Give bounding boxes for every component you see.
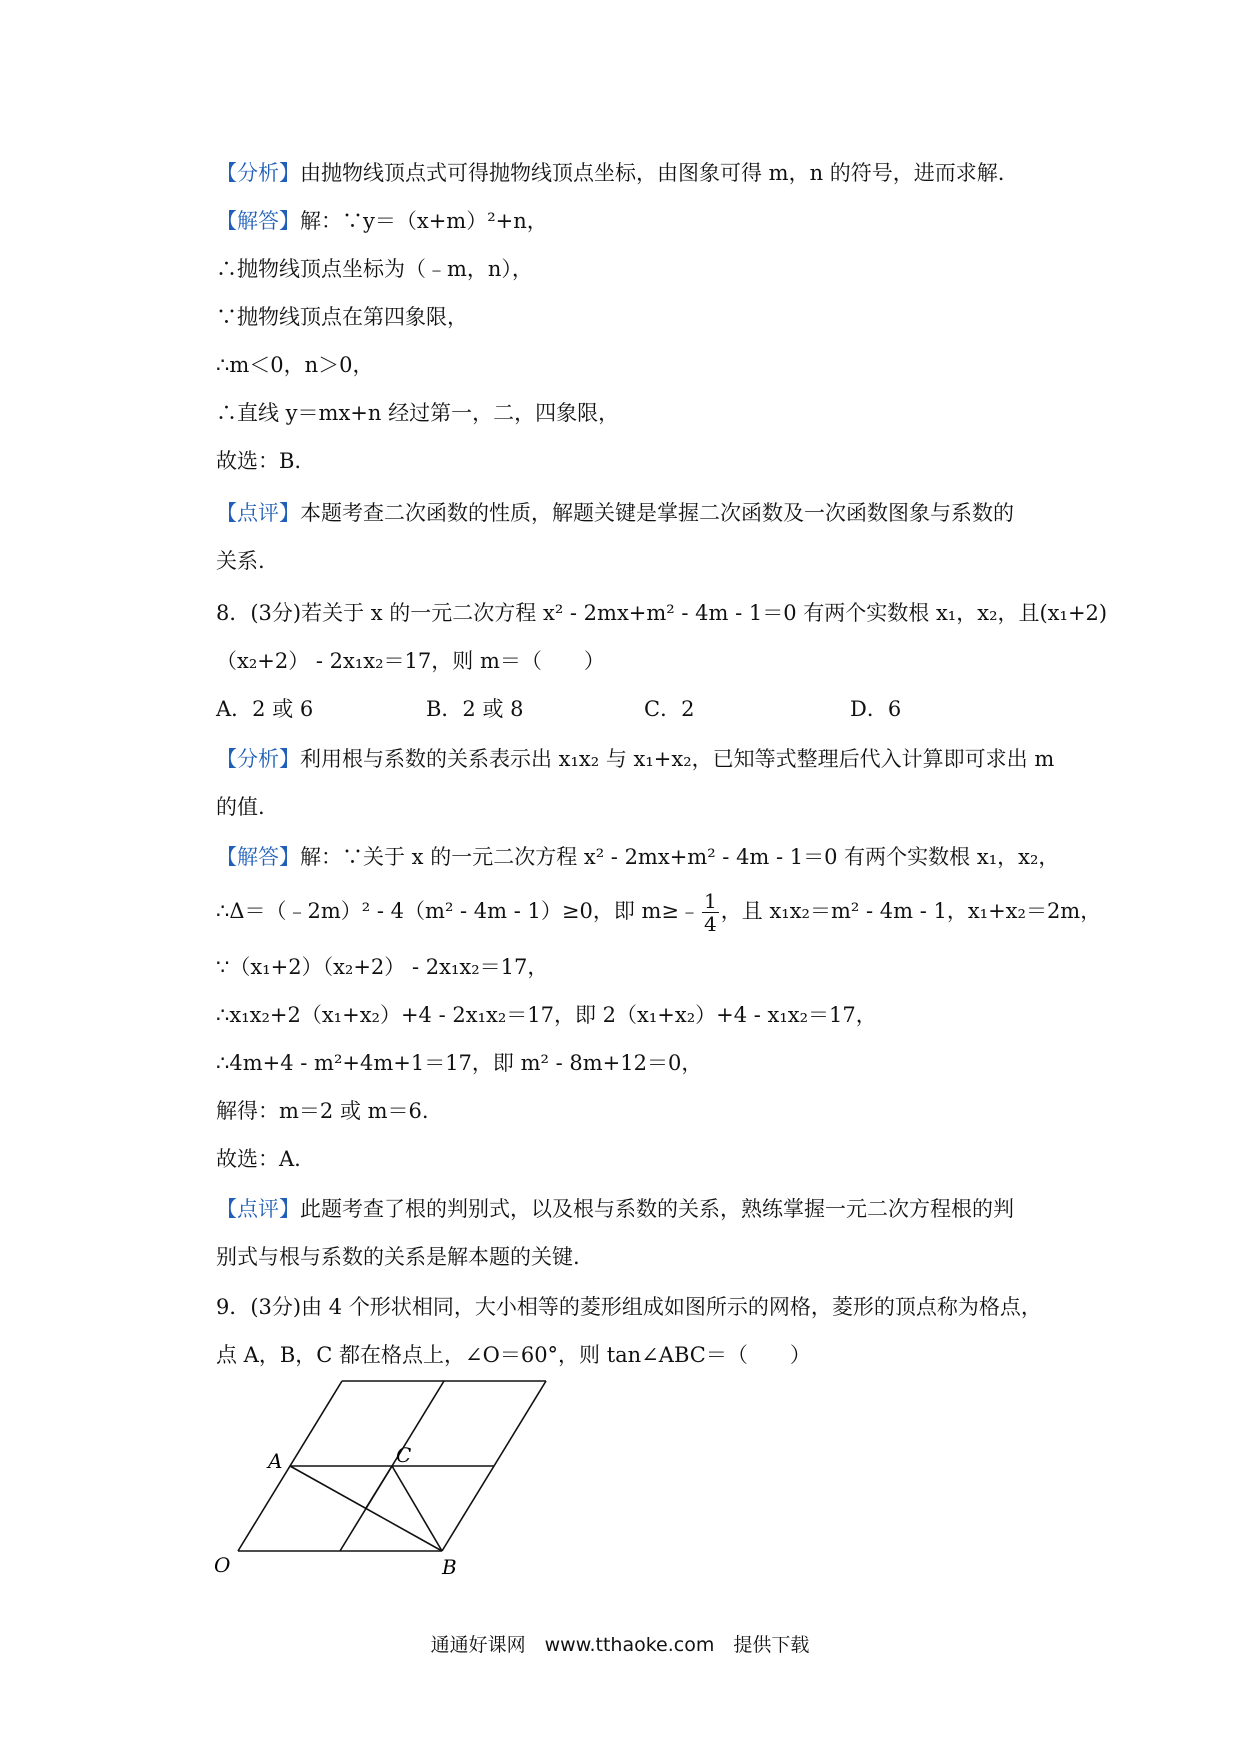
q8-solution-step-1: 解：∵关于 x 的一元二次方程 x² - 2mx+m² - 4m - 1＝0 有两个实数根 x₁，x₂， bbox=[300, 845, 1060, 869]
q8-step-2-post: ，且 x₁x₂＝m² - 4m - 1，x₁+x₂＝2m， bbox=[720, 899, 1102, 923]
label-o: O bbox=[214, 1553, 231, 1577]
q7-solution-step-6: 故选：B. bbox=[216, 449, 302, 473]
solution-tag: 【解答】 bbox=[216, 209, 300, 233]
q7-comment-line bbox=[216, 498, 1014, 528]
q7-analysis-text: 由抛物线顶点式可得抛物线顶点坐标，由图象可得 m，n 的符号，进而求解. bbox=[300, 161, 1005, 185]
q8-comment-text-2: 别式与根与系数的关系是解本题的关键. bbox=[216, 1245, 580, 1269]
q7-solution-step-4: ∴m＜0，n＞0， bbox=[216, 353, 374, 377]
fraction-numerator: 1 bbox=[704, 889, 717, 913]
rhombus-grid-figure bbox=[210, 1380, 560, 1580]
q7-solution-step-2: ∴抛物线顶点坐标为（﹣m，n）， bbox=[216, 257, 533, 281]
fraction-one-quarter bbox=[702, 890, 719, 935]
q8-comment-text-1: 此题考查了根的判别式，以及根与系数的关系，熟练掌握一元二次方程根的判 bbox=[300, 1197, 1014, 1221]
q8-comment-line bbox=[216, 1194, 1014, 1224]
q8-solution-step-2 bbox=[216, 890, 1101, 935]
q8-solution-step-5: ∴4m+4 - m²+4m+1＝17，即 m² - 8m+12＝0， bbox=[216, 1051, 703, 1075]
q8-stem-2: （x₂+2） - 2x₁x₂＝17，则 m＝（ ） bbox=[216, 649, 605, 673]
segment-ab bbox=[290, 1466, 442, 1551]
q8-solution-step-3: ∵（x₁+2）（x₂+2） - 2x₁x₂＝17， bbox=[216, 955, 549, 979]
q8-stem-1: 8．(3分)若关于 x 的一元二次方程 x² - 2mx+m² - 4m - 1＝0 有两个实数根 x₁，x₂，且(x₁+2) bbox=[216, 601, 1108, 625]
q8-solution-line bbox=[216, 842, 1059, 872]
q7-solution-line bbox=[216, 206, 548, 236]
q8-solution-step-4: ∴x₁x₂+2（x₁+x₂）+4 - 2x₁x₂＝17，即 2（x₁+x₂）+4 - x₁x₂＝17， bbox=[216, 1003, 877, 1027]
q7-solution-step-5: ∴直线 y＝mx+n 经过第一，二，四象限， bbox=[216, 401, 620, 425]
analysis-tag: 【分析】 bbox=[216, 161, 300, 185]
fraction-denominator: 4 bbox=[704, 912, 717, 936]
q9-stem-2: 点 A，B，C 都在格点上，∠O＝60°，则 tan∠ABC＝（ ） bbox=[216, 1343, 811, 1367]
q8-step-2-pre: ∴Δ＝（﹣2m）² - 4（m² - 4m - 1）≥0，即 m≥﹣ bbox=[216, 899, 701, 923]
q8-analysis-text-1: 利用根与系数的关系表示出 x₁x₂ 与 x₁+x₂，已知等式整理后代入计算即可求出 m bbox=[300, 747, 1055, 771]
q8-analysis-line bbox=[216, 744, 1054, 774]
segment-cb bbox=[392, 1466, 442, 1551]
segment-mid-to-c bbox=[366, 1466, 392, 1508]
solution-tag: 【解答】 bbox=[216, 845, 300, 869]
label-a: A bbox=[268, 1449, 283, 1473]
label-b: B bbox=[442, 1555, 457, 1579]
q8-option-c: C．2 bbox=[644, 697, 695, 721]
q8-option-b: B．2 或 8 bbox=[426, 697, 524, 721]
comment-tag: 【点评】 bbox=[216, 1197, 300, 1221]
q8-analysis-text-2: 的值. bbox=[216, 795, 265, 819]
q7-analysis-line bbox=[216, 158, 1004, 188]
page-footer: 通通好课网 www.tthaoke.com 提供下载 bbox=[430, 1634, 810, 1656]
q7-solution-step-3: ∵抛物线顶点在第四象限， bbox=[216, 305, 468, 329]
label-c: C bbox=[396, 1443, 412, 1467]
q7-solution-step-1: 解：∵y＝（x+m）²+n， bbox=[300, 209, 548, 233]
q8-option-d: D．6 bbox=[850, 697, 902, 721]
q8-solution-step-6: 解得：m＝2 或 m＝6. bbox=[216, 1099, 429, 1123]
q7-comment-text-2: 关系. bbox=[216, 549, 265, 573]
q9-stem-1: 9．(3分)由 4 个形状相同，大小相等的菱形组成如图所示的网格，菱形的顶点称为格点， bbox=[216, 1295, 1042, 1319]
q8-solution-step-7: 故选：A. bbox=[216, 1147, 301, 1171]
comment-tag: 【点评】 bbox=[216, 501, 300, 525]
q8-option-a: A．2 或 6 bbox=[216, 697, 314, 721]
q7-comment-text-1: 本题考查二次函数的性质，解题关键是掌握二次函数及一次函数图象与系数的 bbox=[300, 501, 1014, 525]
analysis-tag: 【分析】 bbox=[216, 747, 300, 771]
